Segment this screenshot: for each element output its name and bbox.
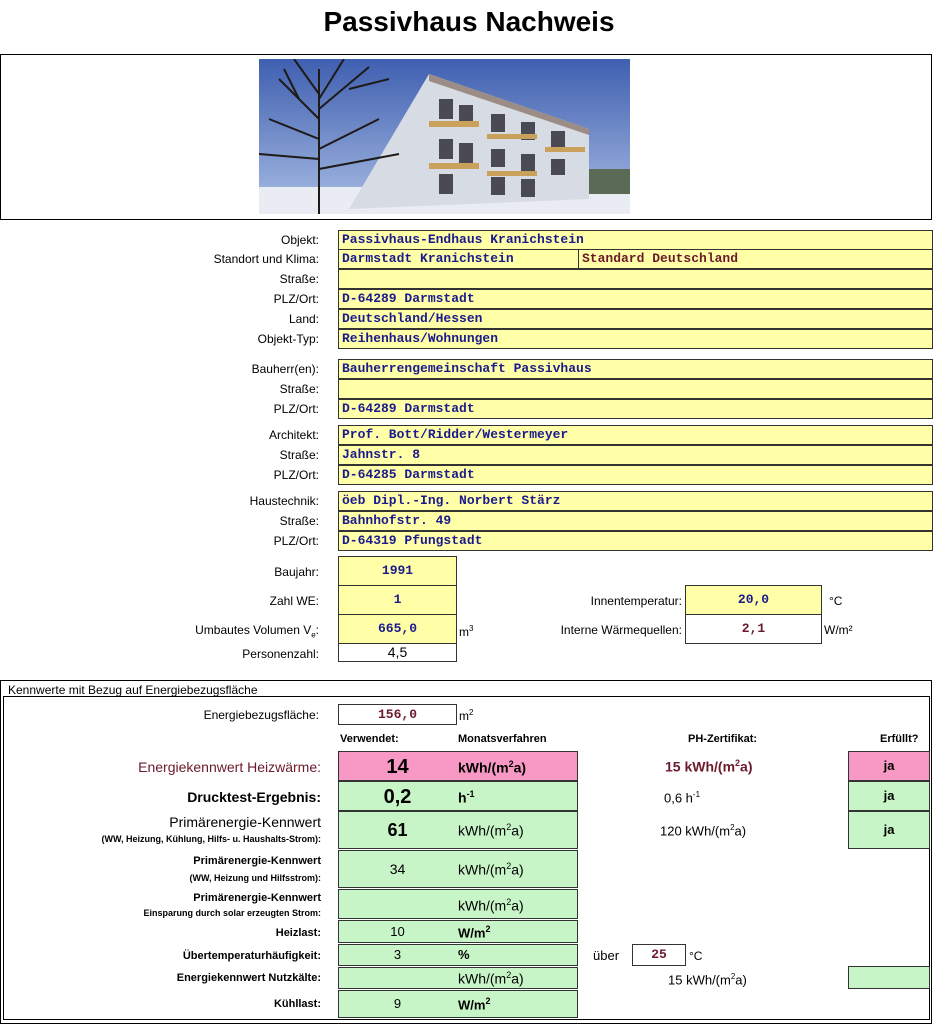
kaelte-label: Energiekennwert Nutzkälte: [176, 972, 321, 984]
objekt-plz-label: PLZ/Ort: [273, 292, 319, 306]
prim-erfuellt: ja [848, 811, 930, 849]
architekt-strasse-label: Straße: [279, 448, 319, 462]
architekt-label: Architekt: [268, 428, 319, 442]
standort-label: Standort und Klima: [213, 252, 319, 266]
ueber-text: über [593, 948, 620, 963]
personen-label: Personenzahl: [242, 647, 319, 661]
prim-value: 61 [387, 820, 408, 840]
col-erfuellt: Erfüllt? [880, 733, 919, 745]
col-ph: PH-Zertifikat: [688, 733, 758, 745]
ueber-label: Übertemperaturhäufigkeit: [182, 950, 321, 962]
kuehllast-value: 9 [393, 996, 402, 1011]
objekt-strasse-label: Straße: [279, 272, 319, 286]
haustechnik-strasse-field[interactable]: Bahnhofstr. 49 [338, 511, 933, 531]
innentemp-label: Innentemperatur: [590, 594, 682, 608]
heiz-erfuellt: ja [848, 751, 930, 781]
bauherr-field[interactable]: Bauherrengemeinschaft Passivhaus [338, 359, 933, 379]
objekt-strasse-field[interactable] [338, 269, 933, 289]
prim-label: Primärenergie-Kennwert [169, 814, 321, 830]
prim2-value: 34 [389, 861, 406, 877]
ebf-label: Energiebezugsfläche: [203, 708, 319, 722]
objekt-plz-field[interactable]: D-64289 Darmstadt [338, 289, 933, 309]
druck-erfuellt: ja [848, 781, 930, 811]
kuehllast-unit: $W/m^2$ [458, 996, 491, 1013]
house-photo [259, 59, 630, 214]
we-label: Zahl WE: [269, 594, 319, 608]
klima-field[interactable]: Standard Deutschland [578, 249, 933, 269]
land-label: Land: [288, 312, 319, 326]
ebf-field[interactable]: 156,0 [338, 704, 457, 725]
bauherr-strasse-field[interactable] [338, 379, 933, 399]
baujahr-field[interactable]: 1991 [338, 556, 457, 586]
druck-unit: $h^{-1}$ [458, 789, 475, 806]
haustechnik-plz-label: PLZ/Ort: [273, 534, 319, 548]
heiz-label: Energiekennwert Heizwärme: [138, 759, 321, 775]
haustechnik-plz-field[interactable]: D-64319 Pfungstadt [338, 531, 933, 551]
prim3-sub: Einsparung durch solar erzeugten Strom: [143, 908, 321, 918]
heiz-unit: kWh/$(m^2a)$ [458, 759, 527, 776]
bauherr-label: Bauherr(en): [251, 362, 319, 376]
ueber-limit-field[interactable]: 25 [632, 944, 686, 966]
prim2-unit: kWh/$(m^2a)$ [458, 861, 524, 878]
innentemp-field[interactable]: 20,0 [685, 585, 822, 615]
volumen-field[interactable]: 665,0 [338, 614, 457, 644]
waerme-field[interactable]: 2,1 [685, 614, 822, 644]
objekt-label: Objekt: [280, 233, 319, 247]
prim3-unit: kWh/$(m^2a)$ [458, 897, 524, 914]
heizlast-value: 10 [390, 924, 405, 939]
col-verfahren: Monatsverfahren [458, 733, 547, 745]
waerme-unit: W/m² [824, 623, 853, 637]
kaelte-ph: 15 kWh/$(m^2a)$ [668, 972, 747, 988]
col-verwendet: Verwendet: [340, 733, 399, 745]
baujahr-label: Baujahr: [274, 565, 319, 579]
architekt-field[interactable]: Prof. Bott/Ridder/Westermeyer [338, 425, 933, 445]
objekt-typ-field[interactable]: Reihenhaus/Wohnungen [338, 329, 933, 349]
bauherr-plz-label: PLZ/Ort: [273, 402, 319, 416]
prim2-sub: (WW, Heizung und Hilfsstrom): [189, 873, 321, 883]
architekt-strasse-field[interactable]: Jahnstr. 8 [338, 445, 933, 465]
bauherr-strasse-label: Straße: [279, 382, 319, 396]
prim-unit: kWh/$(m^2a)$ [458, 822, 524, 839]
ueber-value: 3 [393, 947, 402, 962]
heizlast-unit: $W/m^2$ [458, 924, 491, 941]
page-title: Passivhaus Nachweis [323, 6, 615, 37]
heiz-value: 14 [386, 756, 409, 778]
prim2-label: Primärenergie-Kennwert [193, 855, 321, 867]
volumen-label: Umbautes Volumen $V_e$: [195, 623, 319, 640]
we-field[interactable]: 1 [338, 585, 457, 615]
kaelte-erfuellt [848, 966, 930, 989]
prim-sub: (WW, Heizung, Kühlung, Hilfs- u. Haushalts-Strom): [101, 834, 321, 844]
bauherr-plz-field[interactable]: D-64289 Darmstadt [338, 399, 933, 419]
innentemp-unit: °C [829, 594, 843, 608]
druck-value: 0,2 [383, 786, 412, 808]
personen-field[interactable]: 4,5 [338, 643, 457, 662]
heizlast-label: Heizlast: [275, 927, 321, 939]
kuehllast-label: Kühllast: [273, 998, 321, 1010]
heiz-ph: 15 kWh/$(m^2a)$ [665, 758, 753, 775]
waerme-label: Interne Wärmequellen: [560, 623, 682, 637]
land-field[interactable]: Deutschland/Hessen [338, 309, 933, 329]
architekt-plz-label: PLZ/Ort: [273, 468, 319, 482]
objekt-field[interactable]: Passivhaus-Endhaus Kranichstein [338, 230, 933, 250]
haustechnik-strasse-label: Straße: [279, 514, 319, 528]
ueber-limit-unit: °C [689, 949, 703, 963]
prim-ph: 120 kWh/$(m^2a)$ [660, 823, 747, 839]
prim3-label: Primärenergie-Kennwert [193, 892, 321, 904]
volumen-unit: $m^3$ [459, 624, 474, 639]
standort-field[interactable]: Darmstadt Kranichstein [338, 249, 579, 269]
druck-label: Drucktest-Ergebnis: [187, 789, 321, 805]
kaelte-unit: kWh/$(m^2a)$ [458, 970, 524, 987]
architekt-plz-field[interactable]: D-64285 Darmstadt [338, 465, 933, 485]
objekt-typ-label: Objekt-Typ: [257, 332, 319, 346]
haustechnik-field[interactable]: öeb Dipl.-Ing. Norbert Stärz [338, 491, 933, 511]
ebf-unit: $m^2$ [459, 708, 474, 723]
druck-ph: 0,6 $h^{-1}$ [664, 790, 701, 806]
kennwerte-header: Kennwerte mit Bezug auf Energiebezugsfläche [8, 683, 258, 697]
ueber-unit: % [458, 947, 470, 962]
haustechnik-label: Haustechnik: [249, 494, 319, 508]
